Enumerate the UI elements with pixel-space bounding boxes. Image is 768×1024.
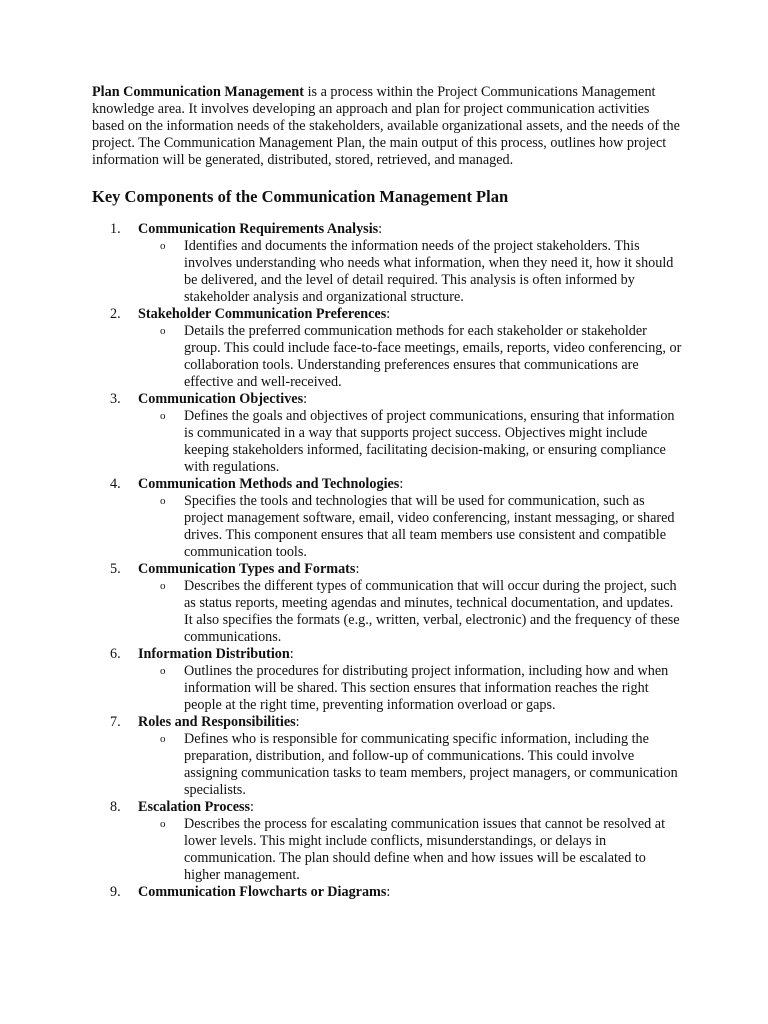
item-description: Defines who is responsible for communicating specific information, including the preparation, distribution, and follow-up of communications. This could involve assigning communication tasks to team members, project managers, or communication specialists. [184,731,678,798]
list-item-information-distribution: 6. Information Distribution: o Outlines the procedures for distributing project information, including how and when information will be shared. This section ensures that information reaches the right people at the right time, preventing information overload or gaps. [92,646,682,714]
item-description: Outlines the procedures for distributing project information, including how and when information will be shared. This section ensures that information reaches the right people at the right time, preventing information overload or gaps. [184,663,669,713]
item-subpoint [138,578,682,646]
item-title: Stakeholder Communication Preferences [138,306,387,322]
list-item-flowcharts-diagrams: 9. Communication Flowcharts or Diagrams: [110,884,391,900]
item-title: Communication Flowcharts or Diagrams [138,884,387,900]
circle-bullet-icon: o [160,733,166,745]
item-subpoint [138,238,682,306]
list-item-types-formats: 5. Communication Types and Formats: o Describes the different types of communication that will occur during the project, such as status reports, meeting agendas and minutes, technical documentation, and updates. It also specifies the formats (e.g., written, verbal, electronic) and the frequency of these communications. [92,561,682,646]
item-number: 9. [110,884,121,900]
circle-bullet-icon: o [160,580,166,592]
item-number: 6. [110,646,121,662]
item-title: Communication Objectives [138,391,304,407]
item-description: Identifies and documents the information needs of the project stakeholders. This involves understanding who needs what information, when they need it, how it should be delivered, and the level of detail required. This analysis is often informed by stakeholder analysis and organizational structure. [184,238,674,305]
list-item-methods-technologies: 4. Communication Methods and Technologies: o Specifies the tools and technologies that will be used for communication, such as project management software, email, video conferencing, instant messaging, or shared drives. This component ensures that all team members use consistent and compatible communication tools. [92,476,682,561]
item-number: 5. [110,561,121,577]
item-title: Communication Methods and Technologies [138,476,400,492]
list-item-escalation-process: 8. Escalation Process: o Describes the process for escalating communication issues that cannot be resolved at lower levels. This might include conflicts, misunderstandings, or delays in communication. The plan should define when and how issues will be escalated to higher management. [92,799,682,884]
circle-bullet-icon: o [160,410,166,422]
list-item-communication-requirements: 1. Communication Requirements Analysis: o Identifies and documents the information needs of the project stakeholders. This involves understanding who needs what information, when they need it, how it should be delivered, and the level of detail required. This analysis is often informed by stakeholder analysis and organizational structure. [92,221,682,306]
item-description: Defines the goals and objectives of project communications, ensuring that information is communicated in a way that supports project success. Objectives might include keeping stakeholders informed, facilitating decision-making, or ensuring compliance with regulations. [184,408,675,475]
intro-paragraph [92,84,682,169]
circle-bullet-icon: o [160,325,166,337]
item-title: Communication Requirements Analysis [138,221,379,237]
circle-bullet-icon: o [160,665,166,677]
intro-text: is a process within the Project Communications Management knowledge area. It involves developing an approach and plan for project communication activities based on the information needs of the stakeholders, available organizational assets, and the needs of the project. The Communication Management Plan, the main output of this process, outlines how project information will be generated, distributed, stored, retrieved, and managed. [92,84,680,168]
item-subpoint [138,663,682,714]
circle-bullet-icon: o [160,495,166,507]
list-item-roles-responsibilities: 7. Roles and Responsibilities: o Defines who is responsible for communicating specific information, including the preparation, distribution, and follow-up of communications. This could involve assigning communication tasks to team members, project managers, or communication specialists. [92,714,682,799]
item-description: Specifies the tools and technologies that will be used for communication, such as project management software, email, video conferencing, instant messaging, or shared drives. This component ensures that all team members use consistent and compatible communication tools. [184,493,675,560]
item-title: Escalation Process [138,799,251,815]
circle-bullet-icon: o [160,240,166,252]
item-subpoint [138,408,682,476]
item-subpoint [138,816,682,884]
circle-bullet-icon: o [160,818,166,830]
section-heading: Key Components of the Communication Management Plan [92,187,509,206]
item-number: 3. [110,391,121,407]
item-title: Communication Types and Formats [138,561,356,577]
item-title: Roles and Responsibilities [138,714,296,730]
list-item-stakeholder-preferences: 2. Stakeholder Communication Preferences: o Details the preferred communication methods for each stakeholder or stakeholder group. This could include face-to-face meetings, emails, reports, video conferencing, or collaboration tools. Understanding preferences ensures that communications are effective and well-received. [110,306,682,390]
item-number: 8. [110,799,121,815]
item-subpoint [138,323,682,391]
document-page [92,84,682,901]
item-number: 4. [110,476,121,492]
intro-term: Plan Communication Management [92,84,305,100]
components-list [92,221,682,901]
list-item-communication-objectives: 3. Communication Objectives: o Defines the goals and objectives of project communications, ensuring that information is communicated in a way that supports project success. Objectives might include keeping stakeholders informed, facilitating decision-making, or ensuring compliance with regulations. [92,391,682,476]
item-description: Describes the different types of communication that will occur during the project, such as status reports, meeting agendas and minutes, technical documentation, and updates. It also specifies the formats (e.g., written, verbal, electronic) and the frequency of these communications. [184,578,680,645]
item-description: Describes the process for escalating communication issues that cannot be resolved at lower levels. This might include conflicts, misunderstandings, or delays in communication. The plan should define when and how issues will be escalated to higher management. [184,816,666,883]
item-number: 2. [110,306,121,322]
item-number: 1. [110,221,121,237]
item-title: Information Distribution [138,646,290,662]
item-number: 7. [110,714,121,730]
item-subpoint [138,493,682,561]
item-description: Details the preferred communication methods for each stakeholder or stakeholder group. This could include face-to-face meetings, emails, reports, video conferencing, or collaboration tools. Understanding preferences ensures that communications are effective and well-received. [184,323,682,390]
item-subpoint [138,731,682,799]
